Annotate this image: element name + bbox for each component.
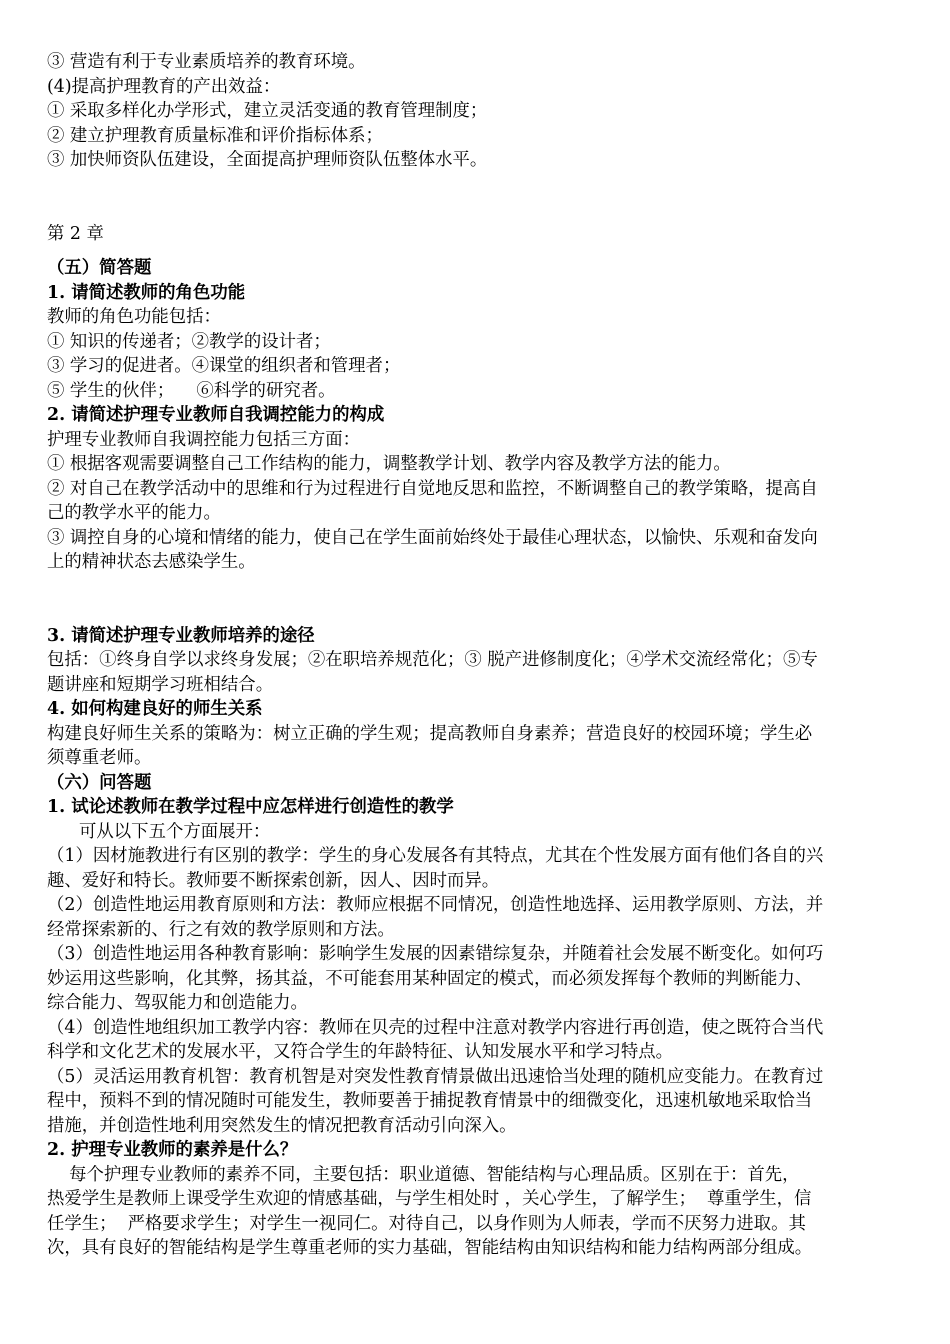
answer-line: ① 知识的传递者；②教学的设计者； [47, 331, 331, 352]
answer-line: 己的教学水平的能力。 [47, 503, 221, 523]
answer-line: 措施，并创造性地利用突然发生的情况把教育活动引向深入。 [47, 1115, 517, 1136]
answer-line: （2）创造性地运用教育原则和方法：教师应根据不同情况，创造性地选择、运用教学原则、方法，并 [47, 895, 824, 915]
answer-line: 科学和文化艺术的发展水平，又符合学生的年龄特征、认知发展水平和学习特点。 [47, 1042, 674, 1062]
chapter-heading: 第 2 章 [47, 223, 104, 244]
section-short-answer [47, 256, 907, 771]
section-title: （五）简答题 [47, 258, 152, 278]
answer-line: ① 根据客观需要调整自己工作结构的能力，调整教学计划、教学内容及教学方法的能力。 [47, 454, 731, 474]
answer-line: 综合能力、驾驭能力和创造能力。 [47, 993, 308, 1013]
text-line: ① 采取多样化办学形式，建立灵活变通的教育管理制度； [47, 101, 488, 121]
text-line: ③ 加快师资队伍建设，全面提高护理师资队伍整体水平。 [47, 150, 488, 170]
intro-block [47, 50, 907, 173]
question-title: 4. 如何构建良好的师生关系 [47, 699, 263, 719]
answer-line: ⑤ 学生的伙伴； ⑥科学的研究者。 [47, 380, 336, 401]
answer-line: ③ 学习的促进者。④课堂的组织者和管理者； [47, 356, 401, 376]
section-essay [47, 771, 907, 1261]
answer-line: 须尊重老师。 [47, 748, 152, 768]
answer-line: ② 对自己在教学活动中的思维和行为过程进行自觉地反思和监控，不断调整自己的教学策略，提高自 [47, 478, 818, 499]
question-title: 2. 请简述护理专业教师自我调控能力的构成 [47, 405, 385, 425]
answer-line: 次，具有良好的智能结构是学生尊重老师的实力基础，智能结构由知识结构和能力结构两部分组成。 [47, 1238, 813, 1258]
answer-line: 妙运用这些影响，化其弊，扬其益，不可能套用某种固定的模式，而必须发挥每个教师的判断能力、 [47, 968, 813, 989]
text-line: ③ 营造有利于专业素质培养的教育环境。 [47, 52, 366, 72]
question-title: 2. 护理专业教师的素养是什么？ [47, 1140, 298, 1160]
answer-intro: 可从以下五个方面展开： [79, 821, 271, 842]
answer-line: 程中，预料不到的情况随时可能发生，教师要善于捕捉教育情景中的细微变化，迅速机敏地采取恰当 [47, 1091, 813, 1111]
question-title: 1. 请简述教师的角色功能 [47, 282, 246, 303]
text-line: (4)提高护理教育的产出效益： [47, 76, 281, 97]
answer-line: （5）灵活运用教育机智：教育机智是对突发性教育情景做出迅速恰当处理的随机应变能力。在教育过 [47, 1066, 824, 1087]
answer-line: 教师的角色功能包括： [47, 307, 221, 327]
answer-line: （4）创造性地组织加工教学内容：教师在贝壳的过程中注意对教学内容进行再创造，使之既符合当代 [47, 1017, 824, 1038]
answer-line: 题讲座和短期学习班相结合。 [47, 674, 274, 695]
answer-line: 每个护理专业教师的素养不同，主要包括：职业道德、智能结构与心理品质。区别在于：首先， [47, 1164, 800, 1185]
question-title: 3. 请简述护理专业教师培养的途径 [47, 625, 315, 646]
answer-line: 经常探索新的、行之有效的教学原则和方法。 [47, 919, 395, 940]
answer-line: 护理专业教师自我调控能力包括三方面： [47, 429, 361, 450]
text-line: ② 建立护理教育质量标准和评价指标体系； [47, 125, 383, 146]
section-title: （六）问答题 [47, 772, 152, 793]
answer-line: 构建良好师生关系的策略为：树立正确的学生观；提高教师自身素养；营造良好的校园环境；学生必 [47, 723, 813, 744]
document-page [47, 50, 907, 1261]
answer-line: 上的精神状态去感染学生。 [47, 552, 256, 572]
answer-line: 包括：①终身自学以求终身发展；②在职培养规范化；③ 脱产进修制度化；④学术交流经常化；⑤专 [47, 650, 818, 670]
answer-line: 热爱学生是教师上课受学生欢迎的情感基础，与学生相处时 ，关心学生，了解学生； 尊重学生，信 [47, 1189, 812, 1209]
question-title: 1. 试论述教师在教学过程中应怎样进行创造性的教学 [47, 797, 454, 817]
answer-line: ③ 调控自身的心境和情绪的能力，使自己在学生面前始终处于最佳心理状态，以愉快、乐观和奋发向 [47, 527, 818, 548]
answer-line: 趣、爱好和特长。教师要不断探索创新，因人、因时而异。 [47, 870, 500, 891]
answer-line: （1）因材施教进行有区别的教学：学生的身心发展各有其特点，尤其在个性发展方面有他们各自的兴 [47, 846, 824, 866]
answer-line: （3）创造性地运用各种教育影响：影响学生发展的因素错综复杂，并随着社会发展不断变化。如何巧 [47, 944, 824, 964]
answer-line: 任学生； 严格要求学生；对学生一视同仁。对待自己，以身作则为人师表，学而不厌努力进取。其 [47, 1213, 806, 1234]
